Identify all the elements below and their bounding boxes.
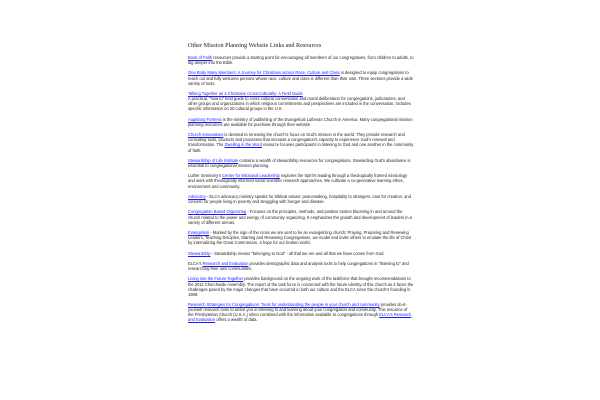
list-item — [188, 276, 414, 296]
list-item — [188, 230, 414, 245]
link-advocacy[interactable]: Advocacy — [188, 193, 206, 199]
link-living-into-the-future[interactable]: Living into the Future Together — [188, 276, 244, 282]
link-stewardship[interactable]: Stewardship — [188, 250, 211, 256]
entry-text: provides background on the ongoing work of the taskforce that brought recommendations to the 2011 Churchwide Assembly. The report of the task force is concerned with the future identity of this church as it faces the challenges posed by the major changes that have occurred in both our culture and the ELCA since the church's founding in 1988. — [188, 276, 414, 297]
link-research-and-evaluation[interactable]: Research and Evaluation — [202, 260, 249, 266]
link-stewardship-of-life[interactable]: Stewardship of Life Institute — [188, 157, 239, 163]
list-item — [188, 158, 414, 168]
document-page — [188, 42, 414, 328]
link-one-body[interactable]: One Body Many Members: A Journey for Christians across Race, Culture and Class — [188, 70, 340, 76]
entry-text: is designed to equip congregations to reach out and fully welcome persons whose race, culture and class is different than their own. Three sections provide a wide variety of tools. — [188, 70, 413, 86]
link-evangelism[interactable]: Evangelism — [188, 230, 210, 236]
entry-text: is the ministry of publishing of the Evangelical Lutheran Church in America. Many congregational mission planning resources are available for purchase through their website. — [188, 116, 413, 127]
list-item — [188, 194, 414, 204]
entry-text: is devoted to renewing the church's focus on God's mission in the world. They provide research and consulting tools, products and processes that increase a congregation's capacity to experience God's renewal and transformation. The — [188, 132, 405, 148]
list-item — [188, 70, 414, 85]
entry-prefix: ELCA's — [188, 260, 203, 266]
entry-text: - Marked by the sign of the cross we are sent to be an evangelizing church; Praying, Preparing and Renewing Leaders, Teaching Disciples, Starting and Renewing Congregations, we model and invite others to emulate the life of Christ by internalizing the Great Commission, a hope for our broken world. — [188, 230, 412, 246]
entry-text: resource focuses participants in listening to God and one another in the community of faith. — [188, 142, 414, 153]
page-title: Other Mission Planning Website Links and Resources — [188, 42, 322, 49]
link-center-missional-leadership[interactable]: Center for Missional Leadership — [222, 173, 280, 179]
entry-text: provides do-it-yourself research tools to assist you in listening to and learning about your congregation and community. This resource of the Presbyterian Church (U.S.A.) when combined with the information available to congregations through — [188, 302, 408, 318]
list-item — [188, 302, 414, 322]
link-elca-research-evaluation[interactable]: ELCA's Research and Evaluation — [188, 312, 412, 323]
entry-text: provides demographic data and analysis tools to help congregations in "listening to" and researching their own communities. — [188, 260, 409, 272]
entry-text: offers a wealth of data. — [215, 317, 258, 323]
list-item — [188, 251, 414, 256]
list-item — [188, 209, 414, 224]
link-research-strategies[interactable]: Research Strategies for Congregations: Tools for understanding the people in your church and community — [188, 302, 380, 308]
list-item — [188, 132, 414, 152]
list-item — [188, 55, 414, 65]
list-item — [188, 91, 414, 111]
entry-text: - Stewardship means "belonging to God" - all that we are and all that we have comes from God. — [210, 250, 385, 256]
entry-text: explores the Spirit's leading through a theologically framed missiology and work with theologically informed social scientific research approaches. We cultivate a co-generative learning ethos, environment and community. — [188, 173, 408, 189]
link-book-of-faith[interactable]: Book of Faith — [188, 55, 213, 60]
link-talking-together[interactable]: Talking Together as a Christians Cross-Culturally: A Field Guide — [188, 91, 303, 97]
entry-text: resources provide a starting point for encouraging all members of our congregations, from children to adults, to dig deeper into the Bible. — [188, 55, 414, 66]
list-item — [188, 117, 414, 127]
link-congregation-based-organizing[interactable]: Congregation Based Organizing — [188, 209, 247, 215]
link-augsburg-fortress[interactable]: Augsburg Fortress — [188, 116, 222, 122]
link-dwelling-in-the-word[interactable]: Dwelling in the Word — [224, 142, 263, 148]
entry-text: A practical, "how to" field guide to cross-cultural conversation and moral deliberation for congregations, judicatories, and other groups and organizations in which religious commitments and perspectives are included in the conversation. Includes specific information on 20 cultural groups in the U.S. — [188, 96, 411, 112]
entry-prefix: Luther Seminary's — [188, 173, 223, 179]
entry-text: - Focuses on the principles, methods, and positive stories blooming in and around the church related to the power and energy of community organizing. It emphasizes the growth and development of leaders in a variety of different arenas. — [188, 209, 412, 225]
list-item — [188, 261, 414, 271]
link-church-innovations[interactable]: Church Innovations — [188, 132, 224, 138]
entry-text: - ELCA advocacy ministry speaks for biblical values: peacemaking, hospitality to strangers, care for creation, and concern for people living in poverty and struggling with hunger and disease. — [188, 193, 411, 205]
entry-text: contains a wealth of stewardship resources for congregations. Stewarding God's abundance is essential to congregational mission planning. — [188, 157, 411, 168]
list-item — [188, 173, 414, 188]
